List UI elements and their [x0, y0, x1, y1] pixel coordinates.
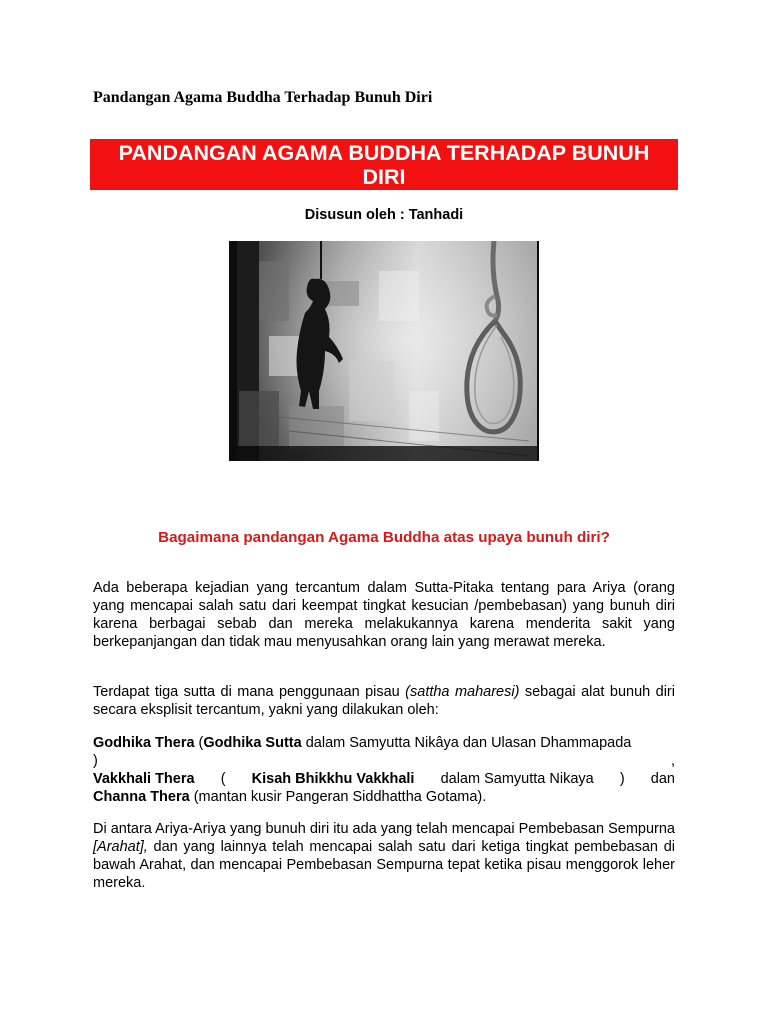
vakkhali-kisah-name: Kisah Bhikkhu Vakkhali [251, 771, 415, 787]
vakkhali-line [93, 770, 675, 788]
channa-thera-name: Channa Thera [93, 789, 190, 805]
vakkhali-source-text: dalam Samyutta Nikaya [440, 771, 594, 787]
godhika-comma: , [670, 753, 675, 769]
paragraph-2-text-end: sebagai alat bunuh diri secara eksplisit tercantum, yakni yang dilakukan oleh: [93, 684, 675, 718]
godhika-source-text: dalam Samyutta Nikâya dan Ulasan Dhammapada [301, 735, 632, 751]
godhika-open-paren: ( [194, 735, 204, 751]
paragraph-2-italic-term: (sattha maharesi) [405, 684, 520, 700]
paragraph-4-italic-term: [Arahat], [93, 839, 148, 855]
godhika-close-paren: ) [93, 753, 98, 769]
paragraph-1: Ada beberapa kejadian yang tercantum dalam Sutta-Pitaka tentang para Ariya (orang yang mencapai salah satu dari keempat tingkat kesucian /pembebasan) yang bunuh diri karena berbagai sebab dan mereka melakukannya karena menderita sakit yang berkepanjangan dan tidak mau menyusahkan orang lain yang merawat mereka. [93, 580, 675, 650]
hanging-figure-noose-illustration [229, 241, 539, 461]
godhika-sutta-name: Godhika Sutta [203, 735, 302, 751]
title-banner [90, 139, 678, 190]
vakkhali-close-paren: ) [619, 771, 625, 787]
godhika-line [93, 734, 675, 752]
author-byline: Disusun oleh : Tanhadi [304, 207, 464, 223]
godhika-close-line [93, 752, 675, 770]
godhika-thera-name: Godhika Thera [93, 735, 195, 751]
paragraph-4 [93, 820, 675, 892]
vakkhali-open-paren: ( [220, 771, 226, 787]
paragraph-4-text-start: Di antara Ariya-Ariya yang bunuh diri itu ada yang telah mencapai Pembebasan Sempurna [93, 821, 675, 837]
banner-title-line-2: DIRI [362, 165, 406, 189]
channa-description: (mantan kusir Pangeran Siddhattha Gotama). [189, 789, 487, 805]
paragraph-4-text-end: dan yang lainnya telah mencapai salah satu dari ketiga tingkat pembebasan di bawah Arahat, dan mencapai Pembebasan Sempurna tepat ketika pisau menggorok leher mereka. [93, 839, 675, 891]
banner-title-line-1: PANDANGAN AGAMA BUDDHA TERHADAP BUNUH [118, 141, 650, 165]
paragraph-2-text-start: Terdapat tiga sutta di mana penggunaan pisau [93, 684, 406, 700]
paragraph-2 [93, 683, 675, 719]
illustration-image [229, 241, 539, 461]
document-header-title: Pandangan Agama Buddha Terhadap Bunuh Diri [93, 89, 433, 106]
channa-line [93, 788, 675, 806]
section-question-heading: Bagaimana pandangan Agama Buddha atas upaya bunuh diri? [158, 529, 610, 546]
vakkhali-thera-name: Vakkhali Thera [93, 771, 195, 787]
vakkhali-dan: dan [650, 771, 675, 787]
paragraph-3 [93, 734, 675, 806]
